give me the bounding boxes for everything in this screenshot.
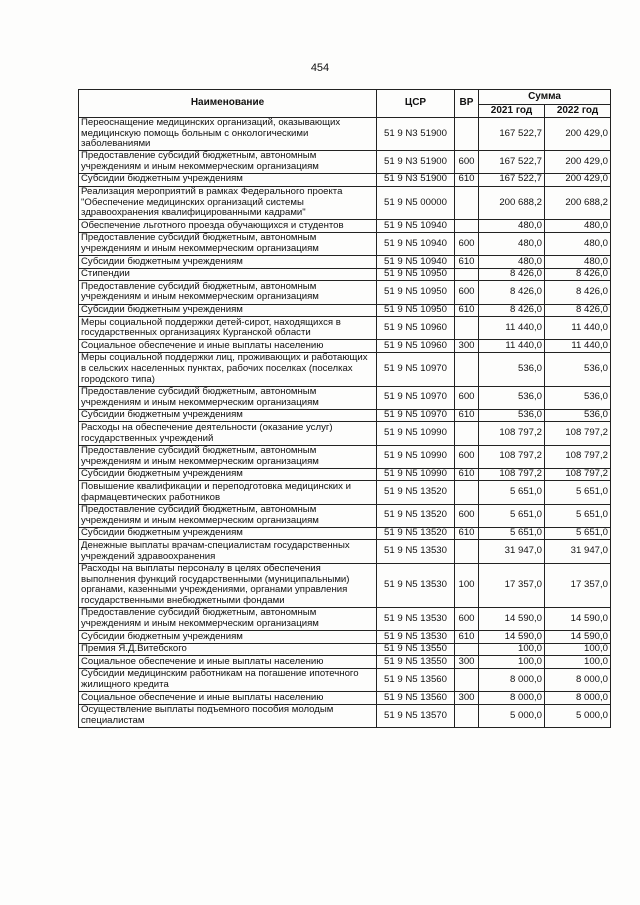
row-vr (455, 268, 479, 281)
row-sum-2022: 108 797,2 (545, 422, 611, 445)
row-sum-2022: 100,0 (545, 643, 611, 656)
row-sum-2021: 480,0 (479, 232, 545, 255)
row-sum-2022: 5 651,0 (545, 481, 611, 504)
row-sum-2021: 8 000,0 (479, 668, 545, 691)
row-sum-2021: 167 522,7 (479, 118, 545, 151)
row-sum-2022: 14 590,0 (545, 631, 611, 644)
table-body (79, 118, 611, 728)
row-csr: 51 9 N5 13570 (377, 704, 455, 727)
table-row (79, 352, 611, 386)
table-row (79, 340, 611, 353)
row-vr: 600 (455, 232, 479, 255)
row-csr: 51 9 N3 51900 (377, 118, 455, 151)
table-row (79, 232, 611, 255)
row-sum-2022: 11 440,0 (545, 317, 611, 340)
row-name: Меры социальной поддержки детей-сирот, находящихся в государственных организациях Курганской области (79, 317, 377, 340)
row-vr: 600 (455, 504, 479, 527)
row-sum-2022: 5 651,0 (545, 504, 611, 527)
row-name: Реализация мероприятий в рамках Федерального проекта "Обеспечение медицинских организаций системы здравоохранения квалифицированными кадрами" (79, 186, 377, 220)
table-row (79, 186, 611, 220)
header-csr: ЦСР (377, 90, 455, 118)
row-csr: 51 9 N5 13530 (377, 563, 455, 607)
row-vr: 600 (455, 445, 479, 468)
table-row (79, 692, 611, 705)
row-name: Социальное обеспечение и иные выплаты населению (79, 692, 377, 705)
row-csr: 51 9 N5 13550 (377, 656, 455, 669)
row-sum-2022: 5 651,0 (545, 527, 611, 540)
row-name: Осуществление выплаты подъемного пособия молодым специалистам (79, 704, 377, 727)
row-csr: 51 9 N5 13560 (377, 692, 455, 705)
table-row (79, 304, 611, 317)
row-vr (455, 220, 479, 233)
row-csr: 51 9 N5 13530 (377, 607, 455, 630)
row-vr: 610 (455, 527, 479, 540)
header-sum: Сумма (479, 90, 611, 105)
row-csr: 51 9 N5 10950 (377, 281, 455, 304)
row-sum-2021: 5 000,0 (479, 704, 545, 727)
row-sum-2021: 200 688,2 (479, 186, 545, 220)
header-year-2022: 2022 год (545, 105, 611, 118)
row-sum-2021: 5 651,0 (479, 504, 545, 527)
row-csr: 51 9 N5 13520 (377, 527, 455, 540)
row-csr: 51 9 N5 10960 (377, 340, 455, 353)
table-row (79, 631, 611, 644)
row-csr: 51 9 N5 10960 (377, 317, 455, 340)
row-sum-2021: 8 000,0 (479, 692, 545, 705)
table-row (79, 445, 611, 468)
row-csr: 51 9 N5 13530 (377, 540, 455, 563)
row-sum-2021: 8 426,0 (479, 304, 545, 317)
row-name: Предоставление субсидий бюджетным, автономным учреждениям и иным некоммерческим организациям (79, 281, 377, 304)
row-sum-2022: 480,0 (545, 256, 611, 269)
table-row (79, 173, 611, 186)
row-name: Предоставление субсидий бюджетным, автономным учреждениям и иным некоммерческим организациям (79, 445, 377, 468)
row-vr (455, 643, 479, 656)
row-name: Предоставление субсидий бюджетным, автономным учреждениям и иным некоммерческим организациям (79, 504, 377, 527)
row-sum-2021: 167 522,7 (479, 150, 545, 173)
row-csr: 51 9 N5 13520 (377, 504, 455, 527)
row-name: Меры социальной поддержки лиц, проживающих и работающих в сельских населенных пунктах, рабочих поселках (поселках городского типа) (79, 352, 377, 386)
row-csr: 51 9 N5 10950 (377, 304, 455, 317)
table-row (79, 281, 611, 304)
row-csr: 51 9 N5 10940 (377, 232, 455, 255)
header-name: Наименование (79, 90, 377, 118)
row-csr: 51 9 N5 10990 (377, 422, 455, 445)
row-sum-2022: 17 357,0 (545, 563, 611, 607)
row-name: Социальное обеспечение и иные выплаты населению (79, 656, 377, 669)
row-vr: 610 (455, 468, 479, 481)
row-sum-2022: 8 426,0 (545, 304, 611, 317)
row-name: Повышение квалификации и переподготовка медицинских и фармацевтических работников (79, 481, 377, 504)
row-sum-2021: 167 522,7 (479, 173, 545, 186)
row-sum-2022: 8 000,0 (545, 692, 611, 705)
row-sum-2022: 14 590,0 (545, 607, 611, 630)
row-sum-2021: 5 651,0 (479, 481, 545, 504)
row-csr: 51 9 N5 10990 (377, 445, 455, 468)
row-csr: 51 9 N5 13530 (377, 631, 455, 644)
row-sum-2022: 5 000,0 (545, 704, 611, 727)
row-sum-2022: 480,0 (545, 232, 611, 255)
row-name: Субсидии бюджетным учреждениям (79, 304, 377, 317)
row-sum-2021: 31 947,0 (479, 540, 545, 563)
row-sum-2021: 108 797,2 (479, 468, 545, 481)
row-vr: 600 (455, 386, 479, 409)
row-vr (455, 481, 479, 504)
row-sum-2021: 108 797,2 (479, 422, 545, 445)
budget-table (78, 89, 611, 728)
row-name: Субсидии бюджетным учреждениям (79, 409, 377, 422)
row-sum-2022: 480,0 (545, 220, 611, 233)
row-sum-2022: 8 000,0 (545, 668, 611, 691)
table-row (79, 643, 611, 656)
table-row (79, 527, 611, 540)
header-year-2021: 2021 год (479, 105, 545, 118)
row-csr: 51 9 N3 51900 (377, 150, 455, 173)
row-name: Субсидии бюджетным учреждениям (79, 173, 377, 186)
row-sum-2022: 200 429,0 (545, 118, 611, 151)
row-sum-2022: 108 797,2 (545, 468, 611, 481)
row-vr: 300 (455, 340, 479, 353)
row-csr: 51 9 N5 10970 (377, 386, 455, 409)
row-name: Субсидии медицинским работникам на погашение ипотечного жилищного кредита (79, 668, 377, 691)
row-sum-2021: 8 426,0 (479, 268, 545, 281)
row-sum-2022: 8 426,0 (545, 281, 611, 304)
row-name: Стипендии (79, 268, 377, 281)
table-row (79, 607, 611, 630)
row-name: Денежные выплаты врачам-специалистам государственных учреждений здравоохранения (79, 540, 377, 563)
table-row (79, 481, 611, 504)
table-row (79, 317, 611, 340)
row-name: Расходы на обеспечение деятельности (оказание услуг) государственных учреждений (79, 422, 377, 445)
row-sum-2022: 200 429,0 (545, 173, 611, 186)
row-sum-2022: 200 688,2 (545, 186, 611, 220)
row-sum-2021: 536,0 (479, 352, 545, 386)
table-row (79, 118, 611, 151)
row-csr: 51 9 N5 10940 (377, 220, 455, 233)
row-sum-2022: 536,0 (545, 409, 611, 422)
table-row (79, 386, 611, 409)
row-name: Субсидии бюджетным учреждениям (79, 631, 377, 644)
row-sum-2022: 536,0 (545, 352, 611, 386)
row-sum-2021: 100,0 (479, 656, 545, 669)
row-vr (455, 704, 479, 727)
table-row (79, 668, 611, 691)
row-sum-2021: 536,0 (479, 386, 545, 409)
row-name: Переоснащение медицинских организаций, оказывающих медицинскую помощь больным с онкологическими заболеваниями (79, 118, 377, 151)
row-vr: 300 (455, 692, 479, 705)
row-sum-2021: 14 590,0 (479, 631, 545, 644)
row-csr: 51 9 N5 13560 (377, 668, 455, 691)
row-sum-2022: 11 440,0 (545, 340, 611, 353)
row-csr: 51 9 N5 10970 (377, 352, 455, 386)
row-vr: 100 (455, 563, 479, 607)
row-vr (455, 317, 479, 340)
row-sum-2022: 100,0 (545, 656, 611, 669)
row-sum-2021: 536,0 (479, 409, 545, 422)
row-vr: 600 (455, 150, 479, 173)
row-vr: 600 (455, 281, 479, 304)
row-name: Субсидии бюджетным учреждениям (79, 527, 377, 540)
row-sum-2022: 108 797,2 (545, 445, 611, 468)
row-name: Социальное обеспечение и иные выплаты населению (79, 340, 377, 353)
row-name: Премия Я.Д.Витебского (79, 643, 377, 656)
row-sum-2022: 31 947,0 (545, 540, 611, 563)
row-vr: 300 (455, 656, 479, 669)
table-row (79, 540, 611, 563)
row-name: Обеспечение льготного проезда обучающихся и студентов (79, 220, 377, 233)
row-name: Субсидии бюджетным учреждениям (79, 468, 377, 481)
row-sum-2021: 480,0 (479, 256, 545, 269)
row-vr: 610 (455, 631, 479, 644)
table-row (79, 504, 611, 527)
row-name: Предоставление субсидий бюджетным, автономным учреждениям и иным некоммерческим организациям (79, 232, 377, 255)
row-name: Предоставление субсидий бюджетным, автономным учреждениям и иным некоммерческим организациям (79, 150, 377, 173)
row-name: Предоставление субсидий бюджетным, автономным учреждениям и иным некоммерческим организациям (79, 607, 377, 630)
row-vr: 610 (455, 409, 479, 422)
row-csr: 51 9 N5 13520 (377, 481, 455, 504)
table-row (79, 268, 611, 281)
row-csr: 51 9 N5 10970 (377, 409, 455, 422)
row-sum-2022: 200 429,0 (545, 150, 611, 173)
row-vr (455, 118, 479, 151)
row-sum-2022: 536,0 (545, 386, 611, 409)
table-row (79, 422, 611, 445)
page-number: 454 (310, 62, 330, 74)
row-sum-2021: 17 357,0 (479, 563, 545, 607)
table-row (79, 656, 611, 669)
row-sum-2022: 8 426,0 (545, 268, 611, 281)
row-vr (455, 668, 479, 691)
row-csr: 51 9 N3 51900 (377, 173, 455, 186)
row-vr: 610 (455, 256, 479, 269)
row-sum-2021: 11 440,0 (479, 340, 545, 353)
table-row (79, 409, 611, 422)
row-vr (455, 352, 479, 386)
table-row (79, 468, 611, 481)
table-row (79, 150, 611, 173)
row-csr: 51 9 N5 10940 (377, 256, 455, 269)
row-sum-2021: 5 651,0 (479, 527, 545, 540)
row-sum-2021: 108 797,2 (479, 445, 545, 468)
table-row (79, 563, 611, 607)
row-csr: 51 9 N5 00000 (377, 186, 455, 220)
row-name: Субсидии бюджетным учреждениям (79, 256, 377, 269)
row-sum-2021: 480,0 (479, 220, 545, 233)
row-vr (455, 186, 479, 220)
table-row (79, 704, 611, 727)
row-vr (455, 422, 479, 445)
row-sum-2021: 14 590,0 (479, 607, 545, 630)
row-name: Расходы на выплаты персоналу в целях обеспечения выполнения функций государственными (муниципальными) органами, казенными учреждениями, органами управления государственными внебюджетными фондами (79, 563, 377, 607)
row-csr: 51 9 N5 13550 (377, 643, 455, 656)
row-sum-2021: 11 440,0 (479, 317, 545, 340)
row-name: Предоставление субсидий бюджетным, автономным учреждениям и иным некоммерческим организациям (79, 386, 377, 409)
row-vr: 600 (455, 607, 479, 630)
row-sum-2021: 8 426,0 (479, 281, 545, 304)
header-vr: ВР (455, 90, 479, 118)
row-csr: 51 9 N5 10950 (377, 268, 455, 281)
row-vr (455, 540, 479, 563)
row-sum-2021: 100,0 (479, 643, 545, 656)
row-csr: 51 9 N5 10990 (377, 468, 455, 481)
row-vr: 610 (455, 304, 479, 317)
table-row (79, 220, 611, 233)
row-vr: 610 (455, 173, 479, 186)
table-row (79, 256, 611, 269)
